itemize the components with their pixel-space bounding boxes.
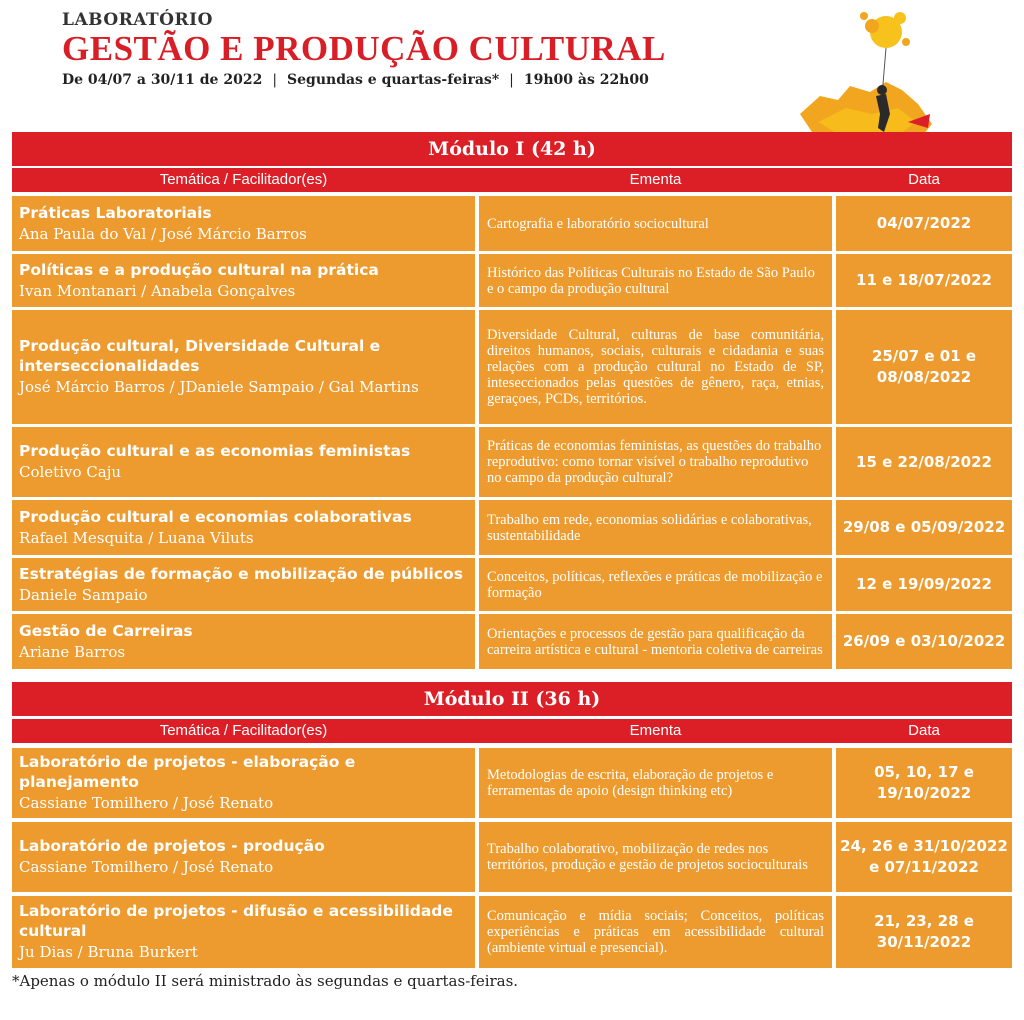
facilitators: Cassiane Tomilhero / José Renato — [19, 794, 274, 812]
topic-title: Estratégias de formação e mobilização de públicos — [19, 564, 463, 583]
topic-cell — [12, 822, 475, 892]
ementa-cell — [479, 614, 832, 669]
date-cell — [836, 310, 1012, 424]
ementa: Comunicação e mídia sociais; Conceitos, políticas experiências e práticas em acessibilidade cultural (ambiente virtual e presencial). — [487, 908, 824, 956]
subtitle: LABORATÓRIO — [62, 10, 213, 30]
facilitators: Ju Dias / Bruna Burkert — [19, 943, 198, 961]
ementa-cell — [479, 748, 832, 818]
column-date: Data — [908, 171, 940, 188]
module-1-title: Módulo I (42 h) — [12, 132, 1012, 166]
date: 21, 23, 28 e 30/11/2022 — [874, 912, 974, 951]
table-row — [12, 254, 1012, 307]
facilitators: Daniele Sampaio — [19, 585, 148, 604]
header — [62, 10, 842, 88]
column-ementa: Ementa — [629, 722, 682, 739]
ementa-cell — [479, 254, 832, 307]
ementa-cell — [479, 196, 832, 251]
topic-title: Laboratório de projetos - produção — [19, 837, 325, 855]
ementa: Orientações e processos de gestão para qualificação da carreira artística e cultural - mentoria coletiva de carreiras — [487, 625, 823, 658]
ementa-cell — [479, 500, 832, 555]
facilitators: José Márcio Barros / JDaniele Sampaio / Gal Martins — [19, 378, 419, 396]
module-2-column-headers — [12, 719, 1012, 743]
topic-title: Políticas e a produção cultural na prática — [19, 260, 379, 279]
topic-cell — [12, 254, 475, 307]
date-cell — [836, 427, 1012, 497]
date-cell — [836, 196, 1012, 251]
topic-cell — [12, 310, 475, 424]
topic-title: Produção cultural, Diversidade Cultural e interseccionalidades — [19, 337, 381, 375]
column-topic: Temática / Facilitador(es) — [159, 171, 328, 188]
facilitators: Ivan Montanari / Anabela Gonçalves — [19, 281, 296, 300]
date-cell — [836, 614, 1012, 669]
module-2-title: Módulo II (36 h) — [12, 682, 1012, 716]
table-row — [12, 748, 1012, 818]
topic-cell — [12, 614, 475, 669]
table-row — [12, 822, 1012, 892]
facilitators: Ariane Barros — [19, 642, 126, 661]
facilitators: Cassiane Tomilhero / José Renato — [19, 858, 274, 876]
column-topic: Temática / Facilitador(es) — [159, 722, 328, 739]
page-title: GESTÃO E PRODUÇÃO CULTURAL — [62, 29, 666, 68]
topic-cell — [12, 427, 475, 497]
separator: | — [509, 72, 514, 88]
date: 26/09 e 03/10/2022 — [842, 632, 1006, 650]
facilitators: Coletivo Caju — [19, 463, 122, 481]
table-row — [12, 558, 1012, 611]
ementa-cell — [479, 896, 832, 968]
date-cell — [836, 748, 1012, 818]
date: 24, 26 e 31/10/2022 e 07/11/2022 — [840, 837, 1008, 876]
ementa: Conceitos, políticas, reflexões e práticas de mobilização e formação — [487, 568, 823, 601]
ementa-cell — [479, 822, 832, 892]
ementa: Trabalho em rede, economias solidárias e colaborativas, sustentabilidade — [487, 511, 812, 544]
table-row — [12, 500, 1012, 555]
ementa-cell — [479, 558, 832, 611]
module-1-column-headers — [12, 168, 1012, 192]
date-cell — [836, 558, 1012, 611]
column-ementa: Ementa — [629, 171, 682, 188]
topic-title: Produção cultural e as economias feministas — [19, 442, 411, 460]
date: 25/07 e 01 e 08/08/2022 — [871, 347, 977, 386]
date-cell — [836, 822, 1012, 892]
ementa: Práticas de economias feministas, as questões do trabalho reprodutivo: como tornar visível o trabalho reprodutivo no campo da produção cultural? — [487, 438, 822, 486]
facilitators: Rafael Mesquita / Luana Viluts — [19, 528, 254, 547]
column-date: Data — [908, 722, 940, 739]
topic-cell — [12, 196, 475, 251]
topic-title: Produção cultural e economias colaborativas — [19, 507, 412, 526]
topic-title: Laboratório de projetos - difusão e acessibilidade cultural — [19, 902, 453, 940]
ementa: Trabalho colaborativo, mobilização de redes nos territórios, produção e gestão de projetos socioculturais — [487, 841, 808, 873]
days: Segundas e quartas-feiras* — [287, 72, 500, 88]
topic-cell — [12, 558, 475, 611]
period: De 04/07 a 30/11 de 2022 — [62, 72, 263, 88]
date: 05, 10, 17 e 19/10/2022 — [874, 763, 974, 802]
table-row — [12, 196, 1012, 251]
topic-title: Práticas Laboratoriais — [19, 203, 212, 222]
facilitators: Ana Paula do Val / José Márcio Barros — [19, 224, 307, 243]
ementa-cell — [479, 310, 832, 424]
date: 29/08 e 05/09/2022 — [842, 518, 1006, 536]
date-cell — [836, 254, 1012, 307]
topic-title: Gestão de Carreiras — [19, 621, 193, 640]
hours: 19h00 às 22h00 — [523, 72, 649, 88]
date: 12 e 19/09/2022 — [856, 575, 992, 593]
topic-cell — [12, 748, 475, 818]
topic-cell — [12, 500, 475, 555]
separator: | — [272, 72, 278, 88]
date: 15 e 22/08/2022 — [856, 452, 992, 471]
footnote: *Apenas o módulo II será ministrado às segundas e quartas-feiras. — [12, 972, 519, 990]
table-row — [12, 310, 1012, 424]
topic-title: Laboratório de projetos - elaboração e planejamento — [19, 753, 356, 791]
date: 04/07/2022 — [876, 214, 972, 232]
table-row — [12, 427, 1012, 497]
ementa: Histórico das Políticas Culturais no Estado de São Paulo e o campo da produção cultural — [487, 264, 815, 297]
table-row — [12, 896, 1012, 968]
topic-cell — [12, 896, 475, 968]
date-cell — [836, 500, 1012, 555]
ementa: Diversidade Cultural, culturas de base comunitária, direitos humanos, sociais, culturais e cidadania e suas relações com a produção cultural no Estado de SP, inteseccionados pelas questões de gênero, raça, etnias, geraçoes, PCDs, territórios. — [487, 327, 824, 407]
schedule-info — [62, 72, 842, 88]
ementa: Metodologias de escrita, elaboração de projetos e ferramentas de apoio (design thinking etc) — [487, 767, 774, 799]
date-cell — [836, 896, 1012, 968]
date: 11 e 18/07/2022 — [856, 271, 992, 289]
ementa: Cartografia e laboratório sociocultural — [487, 215, 709, 232]
ementa-cell — [479, 427, 832, 497]
table-row — [12, 614, 1012, 669]
